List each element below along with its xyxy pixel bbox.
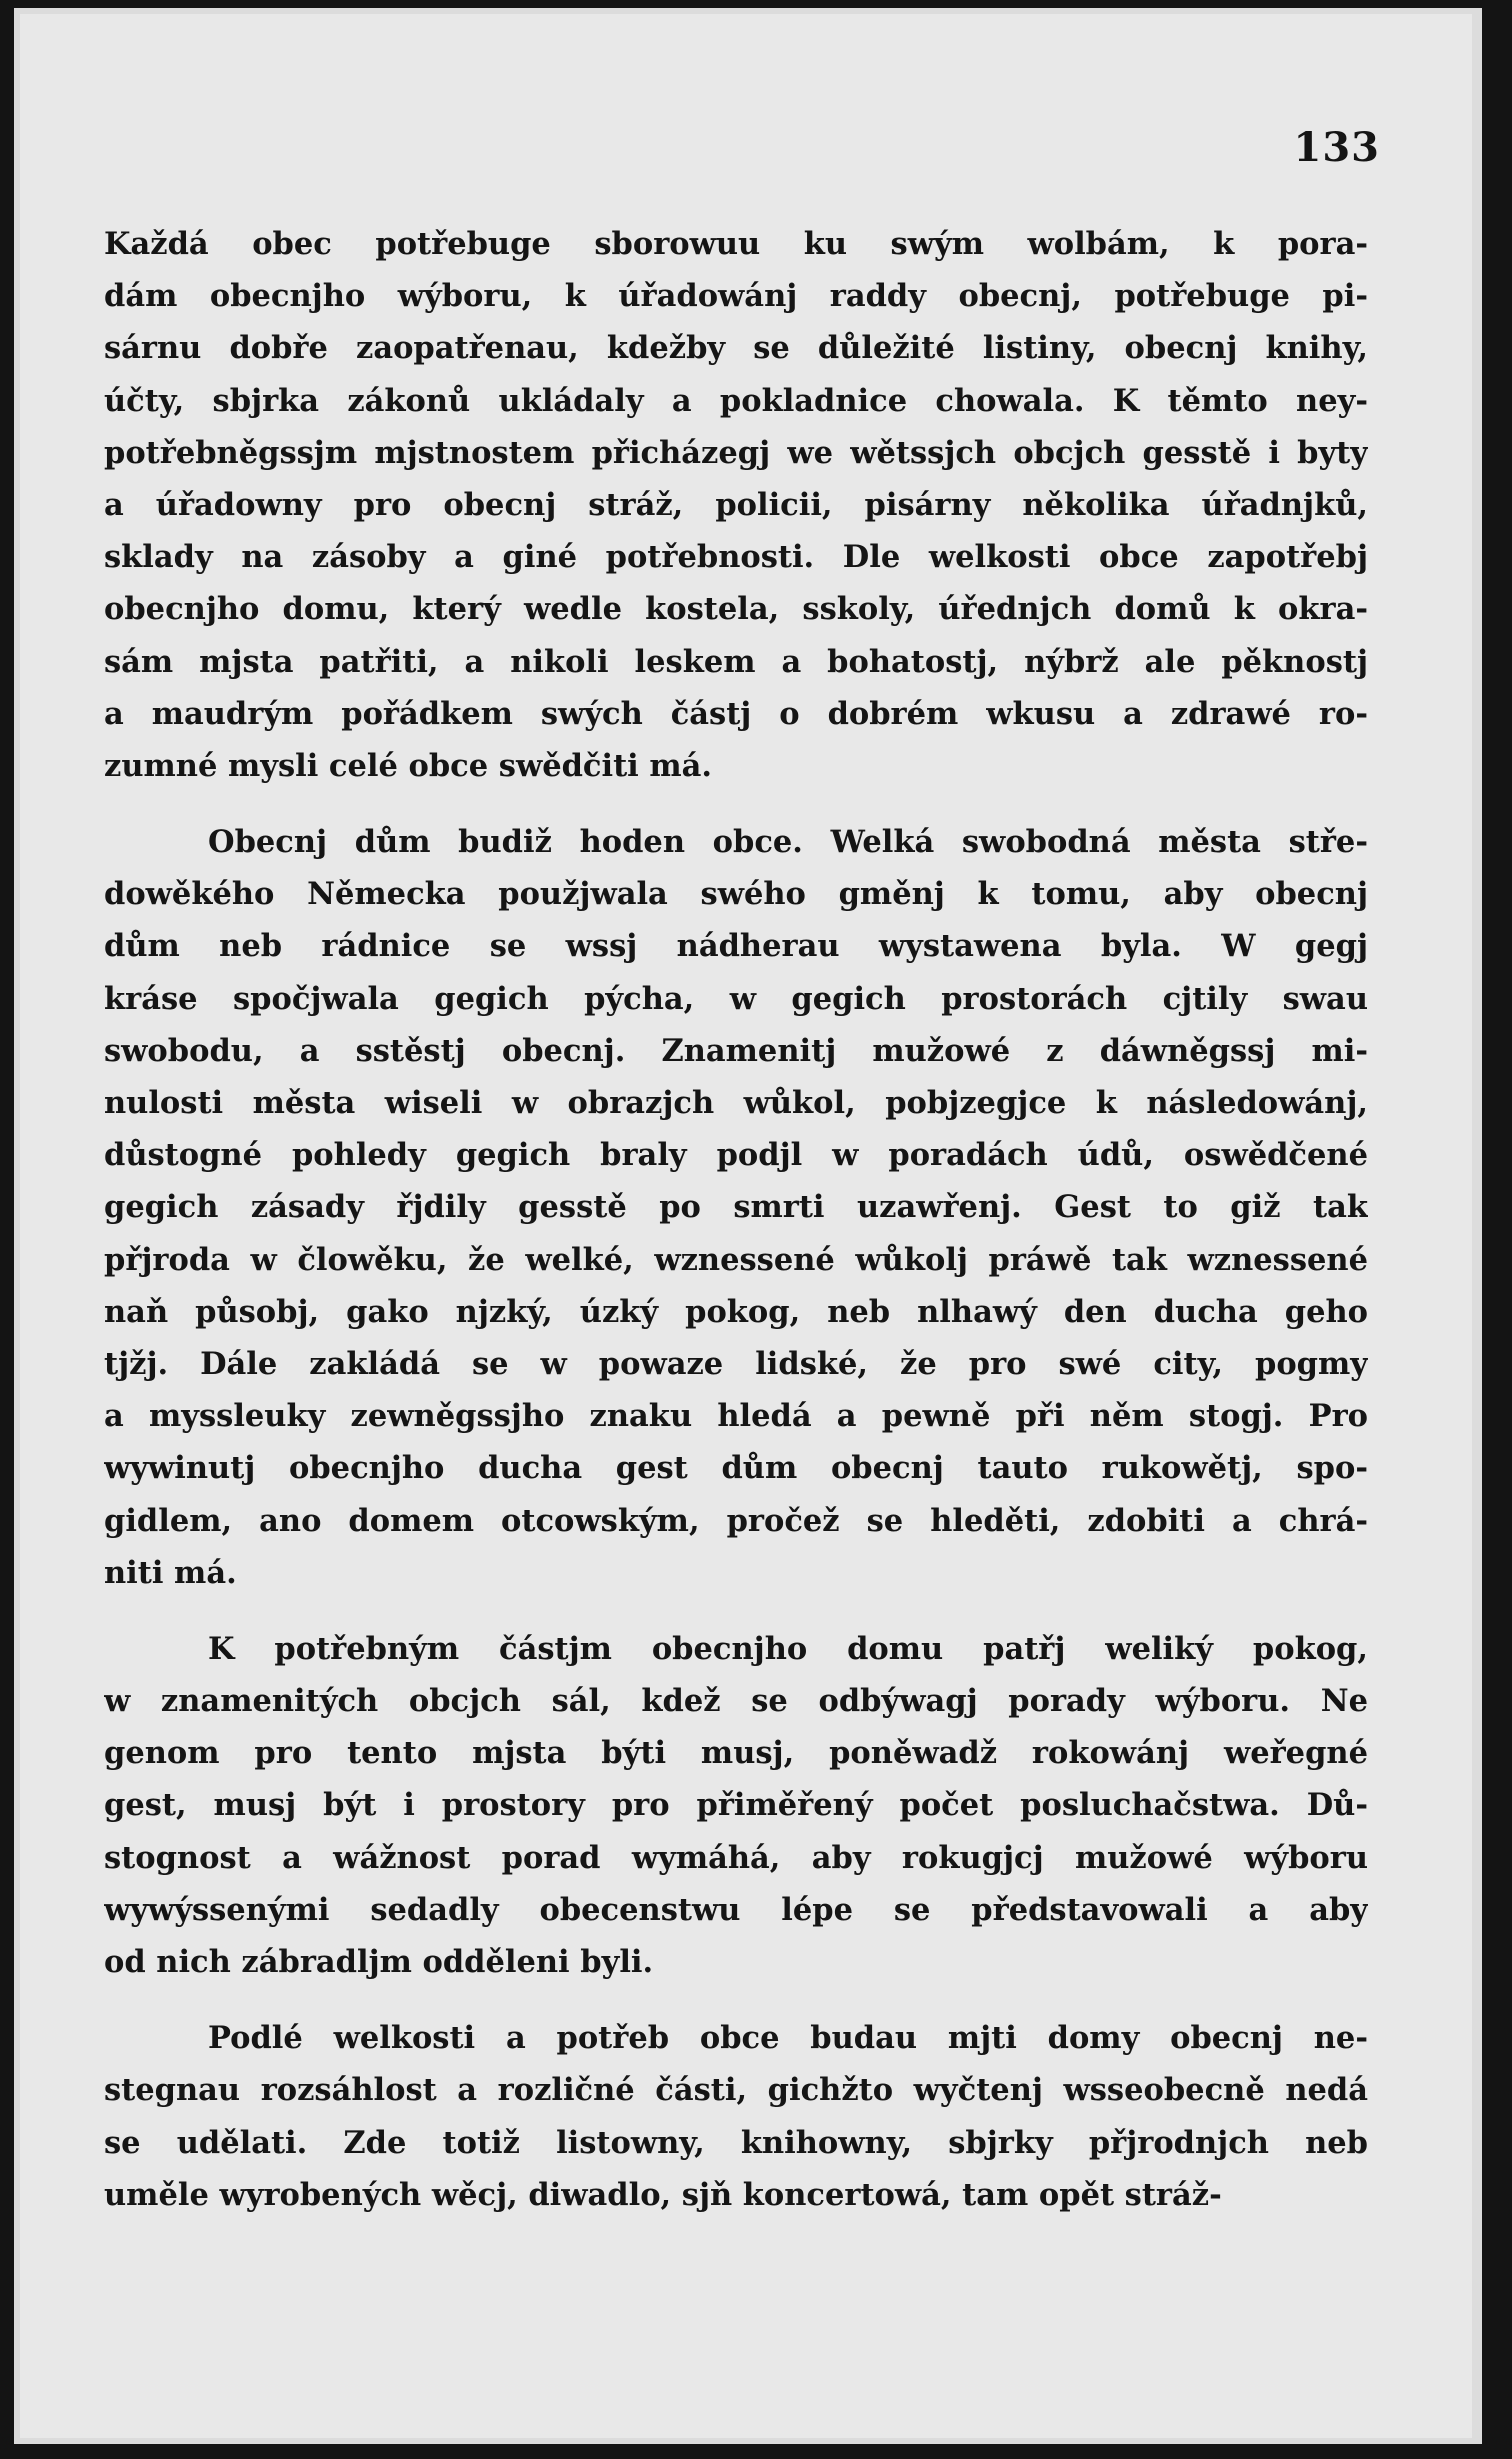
text-line: potřebněgssjm mjstnostem přicházegj we wětssjch obcjch gesstě i byty [104, 434, 1368, 471]
text-line: stegnau rozsáhlost a rozličné části, gichžto wyčtenj wsseobecně nedá [104, 2072, 1368, 2109]
text-line: a maudrým pořádkem swých částj o dobrém wkusu a zdrawé ro- [104, 695, 1368, 732]
text-line: Podlé welkosti a potřeb obce budau mjti domy obecnj ne- [208, 2020, 1368, 2057]
text-line: gidlem, ano domem otcowským, pročež se hleděti, zdobiti a chrá- [104, 1502, 1368, 1539]
text-line: dům neb rádnice se wssj nádherau wystawena byla. W gegj [104, 928, 1368, 965]
text-line: účty, sbjrka zákonů ukládaly a pokladnice chowala. K těmto ney- [104, 382, 1368, 419]
text-line: gest, musj být i prostory pro přiměřený počet posluchačstwa. Dů- [104, 1787, 1368, 1824]
text-line: wywýssenými sedadly obecenstwu lépe se představowali a aby [104, 1891, 1368, 1928]
text-line: stognost a wážnost porad wymáhá, aby rokugjcj mužowé wýboru [104, 1839, 1368, 1876]
text-line: naň působj, gako njzký, úzký pokog, neb nlhawý den ducha geho [104, 1293, 1368, 1330]
text-line: kráse spočjwala gegich pýcha, w gegich prostorách cjtily swau [104, 980, 1368, 1017]
text-line: od nich zábradljm odděleni byli. [104, 1944, 654, 1980]
paragraph [104, 218, 1368, 792]
text-line: Každá obec potřebuge sborowuu ku swým wolbám, k pora- [104, 226, 1368, 262]
text-line: obecnjho domu, který wedle kostela, sskoly, úřednjch domů k okra- [104, 591, 1368, 628]
text-line: sám mjsta patřiti, a nikoli leskem a bohatostj, nýbrž ale pěknostj [104, 643, 1368, 680]
text-line: Obecnj dům budiž hoden obce. Welká swobodná města stře- [208, 824, 1368, 861]
text-line: swobodu, a sstěstj obecnj. Znamenitj mužowé z dáwněgssj mi- [104, 1032, 1368, 1069]
text-line: důstogné pohledy gegich braly podjl w poradách údů, oswědčené [104, 1137, 1368, 1174]
text-line: K potřebným částjm obecnjho domu patřj weliký pokog, [208, 1630, 1368, 1667]
body-text [104, 218, 1368, 2221]
paragraph [104, 816, 1368, 1599]
text-line: genom pro tento mjsta býti musj, poněwadž rokowánj weřegné [104, 1735, 1368, 1772]
text-line: dám obecnjho wýboru, k úřadowánj raddy obecnj, potřebuge pi- [104, 278, 1368, 315]
text-line: se udělati. Zde totiž listowny, knihowny, sbjrky přjrodnjch neb [104, 2124, 1368, 2161]
text-line: uměle wyrobených wěcj, diwadlo, sjň koncertowá, tam opět stráž- [104, 2176, 1222, 2213]
text-line: zumné mysli celé obce swědčiti má. [104, 747, 713, 784]
text-line: přjroda w člowěku, že welké, wznessené wůkolj práwě tak wznessené [104, 1241, 1368, 1278]
text-line: gegich zásady řjdily gesstě po smrti uzawřenj. Gest to giž tak [104, 1189, 1368, 1226]
text-line: w znamenitých obcjch sál, kdež se odbýwagj porady wýboru. Ne [104, 1683, 1368, 1720]
text-line: nulosti města wiseli w obrazjch wůkol, pobjzegjce k následowánj, [104, 1085, 1368, 1121]
text-line: tjžj. Dále zakládá se w powaze lidské, že pro swé city, pogmy [104, 1345, 1368, 1382]
text-line: sárnu dobře zaopatřenau, kdežby se důležité listiny, obecnj knihy, [104, 330, 1368, 367]
text-line: wywinutj obecnjho ducha gest dům obecnj tauto rukowětj, spo- [104, 1450, 1368, 1487]
text-line: a úřadowny pro obecnj stráž, policii, pisárny několika úřadnjků, [104, 486, 1368, 523]
text-line: sklady na zásoby a giné potřebnosti. Dle welkosti obce zapotřebj [104, 539, 1368, 576]
paragraph [104, 1623, 1368, 1988]
page-number: 133 [1293, 124, 1380, 171]
paragraph [104, 2012, 1368, 2221]
text-line: niti má. [104, 1554, 237, 1591]
text-line: a myssleuky zewněgssjho znaku hledá a pewně při něm stogj. Pro [104, 1398, 1368, 1435]
text-line: dowěkého Německa použjwala swého gměnj k tomu, aby obecnj [104, 876, 1368, 913]
